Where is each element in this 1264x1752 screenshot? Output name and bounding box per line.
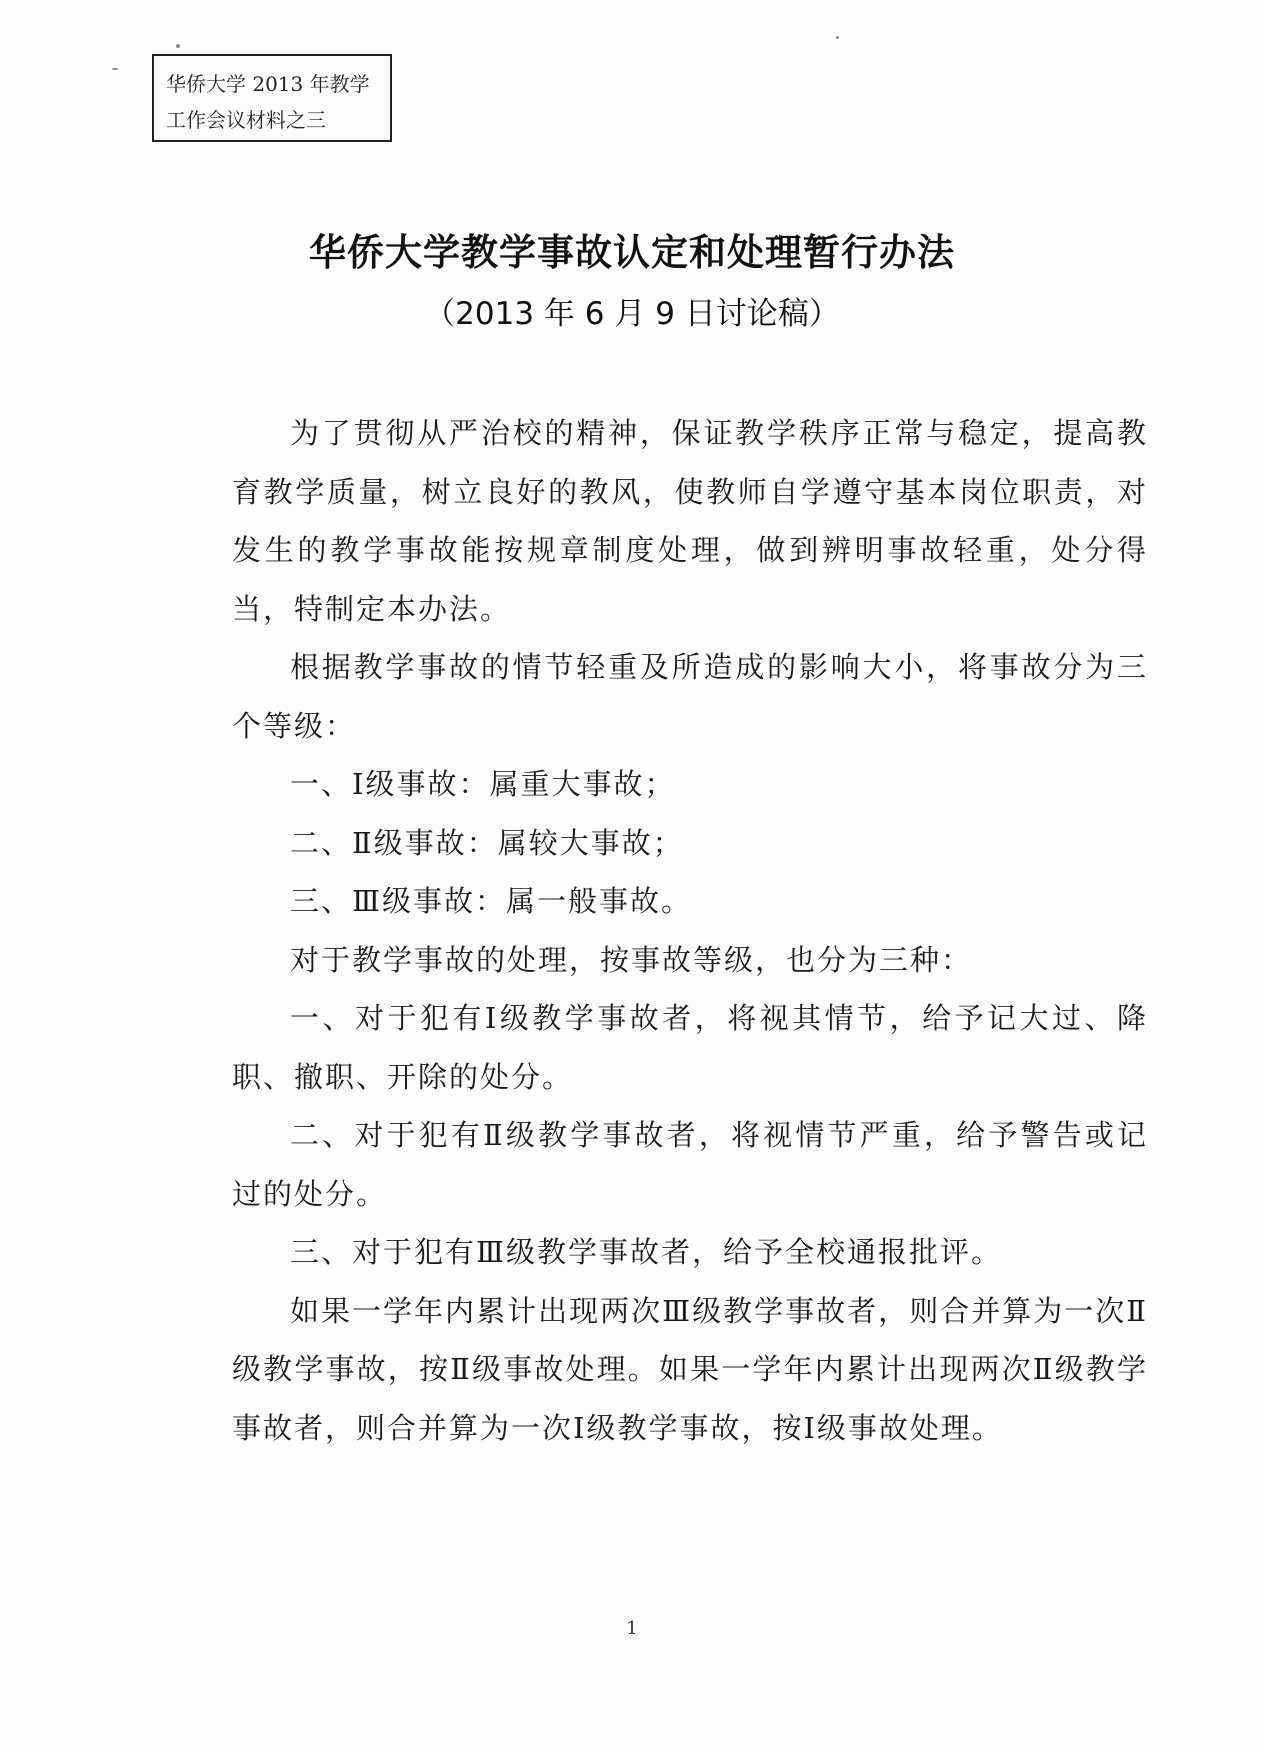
meeting-material-label xyxy=(152,54,392,142)
meeting-material-line-1: 华侨大学 2013 年教学 xyxy=(166,72,370,96)
scan-speck xyxy=(176,44,180,48)
paragraph-grade-1: 一、Ⅰ级事故：属重大事故； xyxy=(290,767,676,801)
paragraph-grading-intro: 根据教学事故的情节轻重及所造成的影响大小，将事故分为三个等级： xyxy=(232,650,1148,743)
document-body xyxy=(232,404,1148,1457)
document-subtitle: （2013 年 6 月 9 日讨论稿） xyxy=(424,296,840,332)
scan-speck xyxy=(836,36,839,39)
document-title: 华侨大学教学事故认定和处理暂行办法 xyxy=(309,231,955,274)
paragraph-handling-1: 一、对于犯有Ⅰ级教学事故者，将视其情节，给予记大过、降职、撤职、开除的处分。 xyxy=(232,1001,1148,1094)
paragraph-accumulation: 如果一学年内累计出现两次Ⅲ级教学事故者，则合并算为一次Ⅱ级教学事故，按Ⅱ级事故处理。如果一学年内累计出现两次Ⅱ级教学事故者，则合并算为一次Ⅰ级教学事故，按Ⅰ级事故处理。 xyxy=(232,1293,1148,1445)
paragraph-grade-3: 三、Ⅲ级事故：属一般事故。 xyxy=(290,884,692,918)
page-number: 1 xyxy=(626,1618,638,1639)
scan-speck xyxy=(112,68,118,70)
paragraph-handling-intro: 对于教学事故的处理，按事故等级，也分为三种： xyxy=(290,942,973,977)
paragraph-grade-2: 二、Ⅱ级事故：属较大事故； xyxy=(290,825,684,860)
paragraph-handling-2: 二、对于犯有Ⅱ级教学事故者，将视情节严重，给予警告或记过的处分。 xyxy=(232,1118,1148,1211)
meeting-material-line-2: 工作会议材料之三 xyxy=(166,108,326,132)
paragraph-purpose: 为了贯彻从严治校的精神，保证教学秩序正常与稳定，提高教育教学质量，树立良好的教风，使教师自学遵守基本岗位职责，对发生的教学事故能按规章制度处理，做到辨明事故轻重，处分得当，特制定本办法。 xyxy=(232,416,1148,626)
paragraph-handling-3: 三、对于犯有Ⅲ级教学事故者，给予全校通报批评。 xyxy=(290,1235,1002,1269)
